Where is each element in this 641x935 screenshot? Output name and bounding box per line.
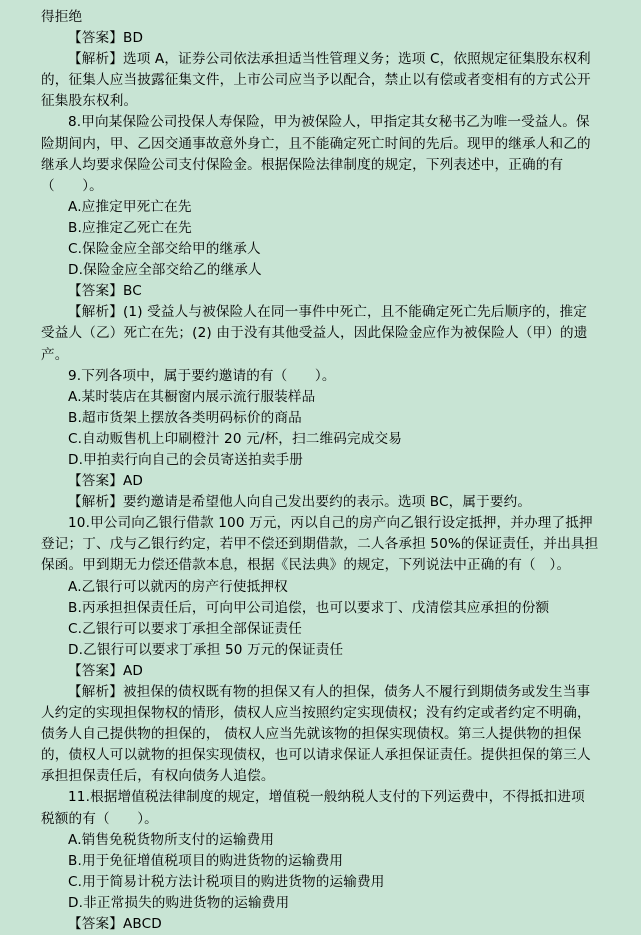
option-block	[41, 851, 601, 872]
option-block	[41, 619, 601, 640]
question-line: 保函。甲到期无力偿还借款本息，根据《民法典》的规定，下列说法中正确的有（ ）。	[41, 557, 571, 574]
option-line: A.某时装店在其橱窗内展示流行服装样品	[68, 388, 316, 405]
option-block	[41, 830, 601, 851]
option-line: C.自动贩售机上印刷橙汁 20 元/杯，扫二维码完成交易	[68, 430, 402, 447]
question-block	[41, 366, 601, 387]
option-line: C.用于简易计税方法计税项目的购进货物的运输费用	[68, 873, 385, 890]
option-block	[41, 218, 601, 239]
answer-line: 【答案】AD	[68, 473, 144, 490]
analysis-line: 产。	[41, 346, 69, 363]
answer-block	[41, 914, 601, 935]
option-block	[41, 260, 601, 281]
question-line: 10.甲公司向乙银行借款 100 万元，丙以自己的房产向乙银行设定抵押，并办理了抵押	[68, 515, 593, 532]
analysis-line: 征集股东权利。	[41, 93, 138, 110]
analysis-line: 人约定的实现担保物权的情形，债权人应当按照约定实现债权；没有约定或者约定不明确，	[41, 705, 591, 722]
option-line: B.超市货架上摆放各类明码标价的商品	[68, 409, 302, 426]
question-line: 9.下列各项中，属于要约邀请的有（ ）。	[68, 367, 336, 384]
question-line: （ ）。	[41, 177, 103, 194]
answer-line: 【答案】BD	[68, 30, 144, 47]
question-line: 险期间内，甲、乙因交通事故意外身亡，且不能确定死亡时间的先后。现甲的继承人和乙的	[41, 135, 591, 152]
analysis-line: 【解析】要约邀请是希望他人向自己发出要约的表示。选项 BC，属于要约。	[68, 494, 532, 511]
analysis-block	[41, 492, 601, 513]
option-block	[41, 197, 601, 218]
answer-block	[41, 28, 601, 49]
option-line: C.乙银行可以要求丁承担全部保证责任	[68, 620, 303, 637]
option-block	[41, 893, 601, 914]
option-block	[41, 387, 601, 408]
text-block	[41, 7, 601, 28]
question-line: 税额的有（ ）。	[41, 810, 158, 827]
question-block	[41, 787, 601, 829]
option-line: A.销售免税货物所支付的运输费用	[68, 831, 275, 848]
analysis-line: 债务人自己提供物的担保的， 债权人应当先就该物的担保实现债权。第三人提供物的担保	[41, 726, 582, 743]
answer-line: 【答案】ABCD	[68, 916, 162, 933]
option-block	[41, 577, 601, 598]
analysis-block	[41, 682, 601, 787]
analysis-line: 的，债权人可以就物的担保实现债权，也可以请求保证人承担保证责任。提供担保的第三人	[41, 747, 591, 764]
option-line: D.乙银行可以要求丁承担 50 万元的保证责任	[68, 641, 344, 658]
answer-block	[41, 661, 601, 682]
analysis-line: 的，征集人应当披露征集文件，上市公司应当予以配合，禁止以有偿或者变相有的方式公开	[41, 72, 591, 89]
question-line: 继承人均要求保险公司支付保险金。根据保险法律制度的规定，下列表述中，正确的有	[41, 156, 564, 173]
answer-block	[41, 471, 601, 492]
analysis-line: 承担担保责任后，有权向债务人追偿。	[41, 768, 275, 785]
question-line: 8.甲向某保险公司投保人寿保险，甲为被保险人，甲指定其女秘书乙为唯一受益人。保	[68, 114, 590, 131]
text-line: 得拒绝	[41, 9, 83, 25]
analysis-block	[41, 302, 601, 365]
analysis-line: 【解析】被担保的债权既有物的担保又有人的担保，债务人不履行到期债务或发生当事	[68, 684, 591, 700]
answer-line: 【答案】AD	[68, 662, 144, 679]
analysis-line: 【解析】选项 A，证券公司依法承担适当性管理义务；选项 C，依照规定征集股东权利	[68, 51, 591, 68]
option-block	[41, 598, 601, 619]
question-block	[41, 513, 601, 576]
analysis-block	[41, 49, 601, 112]
option-block	[41, 872, 601, 893]
document-body	[41, 7, 601, 935]
option-line: B.丙承担担保责任后，可向甲公司追偿，也可以要求丁、戊清偿其应承担的份额	[68, 599, 550, 616]
option-block	[41, 239, 601, 260]
question-line: 11.根据增值税法律制度的规定，增值税一般纳税人支付的下列运费中，不得抵扣进项	[68, 789, 585, 806]
option-block	[41, 640, 601, 661]
option-line: D.非正常损失的购进货物的运输费用	[68, 894, 290, 911]
option-block	[41, 450, 601, 471]
option-line: A.应推定甲死亡在先	[68, 198, 192, 215]
analysis-line: 受益人（乙）死亡在先；(2) 由于没有其他受益人，因此保险金应作为被保险人（甲）的遗	[41, 325, 588, 342]
answer-block	[41, 281, 601, 302]
answer-line: 【答案】BC	[68, 283, 142, 300]
analysis-line: 【解析】(1) 受益人与被保险人在同一事件中死亡，且不能确定死亡先后顺序的，推定	[68, 304, 587, 321]
option-line: B.用于免征增值税项目的购进货物的运输费用	[68, 852, 344, 869]
option-line: B.应推定乙死亡在先	[68, 219, 192, 236]
question-block	[41, 112, 601, 196]
option-line: D.甲拍卖行向自己的会员寄送拍卖手册	[68, 451, 303, 468]
option-block	[41, 429, 601, 450]
option-block	[41, 408, 601, 429]
question-line: 登记；丁、戊与乙银行约定，若甲不偿还到期借款，二人各承担 50%的保证责任，并出具担	[41, 536, 599, 553]
option-line: A.乙银行可以就丙的房产行使抵押权	[68, 578, 288, 595]
option-line: C.保险金应全部交给甲的继承人	[68, 241, 261, 258]
option-line: D.保险金应全部交给乙的继承人	[68, 262, 262, 279]
